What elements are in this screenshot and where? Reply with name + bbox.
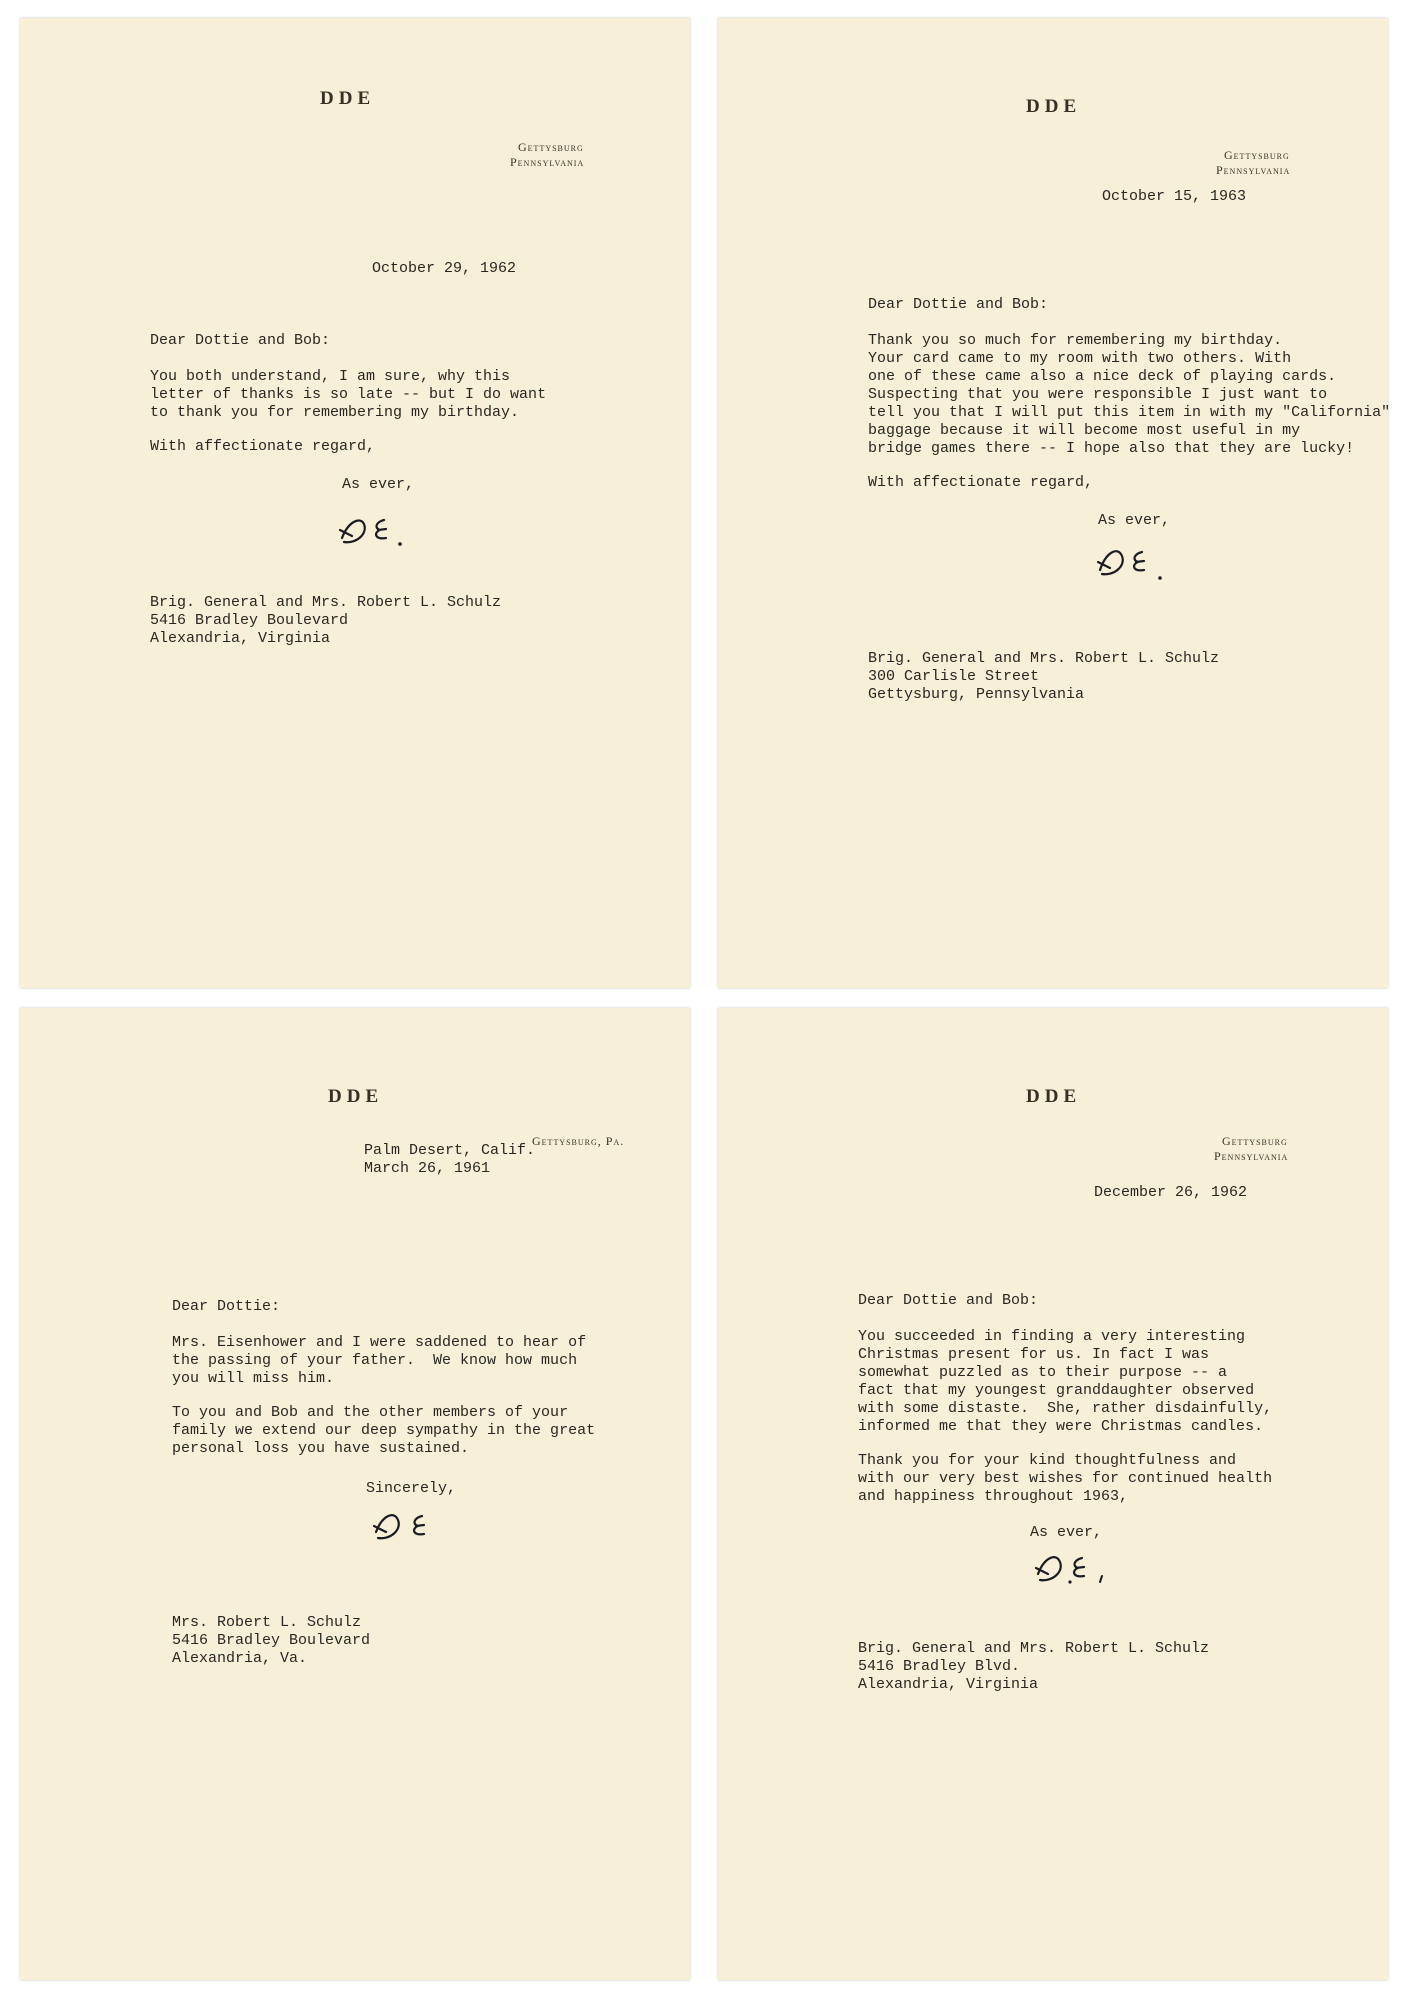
- monogram: DDE: [1026, 1086, 1082, 1107]
- address-line: 5416 Bradley Blvd.: [858, 1658, 1021, 1675]
- address-line: 5416 Bradley Boulevard: [150, 612, 349, 629]
- letter-3: [20, 1008, 690, 1980]
- letterhead-line: Gettysburg: [518, 140, 584, 154]
- letterhead-line: Pennsylvania: [510, 155, 585, 169]
- letter-date: October 15, 1963: [1102, 188, 1247, 205]
- letterhead: [1216, 148, 1290, 178]
- letter-1: [20, 18, 690, 988]
- body-line: Thank you so much for remembering my birthday.: [868, 332, 1283, 349]
- body-line: one of these came also a nice deck of playing cards.: [868, 368, 1337, 385]
- body-line: bridge games there -- I hope also that they are lucky!: [868, 440, 1355, 457]
- body-line: tell you that I will put this item in with my "California": [868, 404, 1391, 421]
- signature-image: [1032, 1542, 1122, 1592]
- salutation: Dear Dottie:: [172, 1298, 281, 1315]
- body-line: Thank you for your kind thoughtfulness and: [858, 1452, 1237, 1469]
- body-line: with our very best wishes for continued health: [858, 1470, 1273, 1487]
- body-line: informed me that they were Christmas candles.: [858, 1418, 1264, 1435]
- address-line: Alexandria, Va.: [172, 1650, 308, 1667]
- address-line: Gettysburg, Pennsylvania: [868, 686, 1085, 703]
- address-line: Alexandria, Virginia: [150, 630, 331, 647]
- body-line: Your card came to my room with two others. With: [868, 350, 1292, 367]
- regard-line: With affectionate regard,: [868, 474, 1094, 491]
- letterhead: [532, 1134, 624, 1149]
- body-line: You succeeded in finding a very interesting: [858, 1328, 1246, 1345]
- signature-image: [1096, 538, 1176, 588]
- regard-line: With affectionate regard,: [150, 438, 376, 455]
- address-line: 5416 Bradley Boulevard: [172, 1632, 371, 1649]
- closing: As ever,: [1030, 1524, 1103, 1541]
- body-line: with some distaste. She, rather disdainfully,: [858, 1400, 1273, 1417]
- letterhead-line: Pennsylvania: [1214, 1149, 1289, 1163]
- body-line: baggage because it will become most useful in my: [868, 422, 1301, 439]
- closing: As ever,: [1098, 512, 1171, 529]
- address-line: Alexandria, Virginia: [858, 1676, 1039, 1693]
- address-line: 300 Carlisle Street: [868, 668, 1040, 685]
- body-line: Suspecting that you were responsible I just want to: [868, 386, 1328, 403]
- letter-date: October 29, 1962: [372, 260, 517, 277]
- address-line: Brig. General and Mrs. Robert L. Schulz: [858, 1640, 1210, 1657]
- letterhead: [1214, 1134, 1288, 1164]
- closing: As ever,: [342, 476, 415, 493]
- body-line: personal loss you have sustained.: [172, 1440, 470, 1457]
- letterhead: [510, 140, 584, 170]
- body-line: somewhat puzzled as to their purpose -- a: [858, 1364, 1228, 1381]
- letter-date: December 26, 1962: [1094, 1184, 1248, 1201]
- monogram: DDE: [328, 1086, 384, 1107]
- body-line: To you and Bob and the other members of your: [172, 1404, 569, 1421]
- letter-date: March 26, 1961: [364, 1160, 491, 1177]
- letterhead-line: Gettysburg: [1224, 148, 1290, 162]
- body-line: you will miss him.: [172, 1370, 335, 1387]
- monogram: DDE: [1026, 96, 1082, 117]
- body-line: family we extend our deep sympathy in the great: [172, 1422, 596, 1439]
- address-line: Mrs. Robert L. Schulz: [172, 1614, 362, 1631]
- letter-4: [718, 1008, 1388, 1980]
- signature-image: [370, 1502, 450, 1552]
- signature-image: [338, 508, 418, 558]
- letterhead-line: Pennsylvania: [1216, 163, 1291, 177]
- body-line: and happiness throughout 1963,: [858, 1488, 1129, 1505]
- salutation: Dear Dottie and Bob:: [858, 1292, 1039, 1309]
- address-line: Brig. General and Mrs. Robert L. Schulz: [150, 594, 502, 611]
- letterhead-line: Gettysburg: [1222, 1134, 1288, 1148]
- letter-2: [718, 18, 1391, 988]
- address-line: Brig. General and Mrs. Robert L. Schulz: [868, 650, 1220, 667]
- body-line: letter of thanks is so late -- but I do want: [150, 386, 547, 403]
- salutation: Dear Dottie and Bob:: [868, 296, 1049, 313]
- body-line: Christmas present for us. In fact I was: [858, 1346, 1210, 1363]
- letterhead-line: Gettysburg, Pa.: [532, 1134, 625, 1148]
- salutation: Dear Dottie and Bob:: [150, 332, 331, 349]
- monogram: DDE: [320, 88, 376, 109]
- closing: Sincerely,: [366, 1480, 457, 1497]
- body-line: fact that my youngest granddaughter observed: [858, 1382, 1255, 1399]
- letter-place: Palm Desert, Calif.: [364, 1142, 536, 1159]
- body-line: to thank you for remembering my birthday.: [150, 404, 520, 421]
- body-line: the passing of your father. We know how much: [172, 1352, 578, 1369]
- body-line: You both understand, I am sure, why this: [150, 368, 511, 385]
- body-line: Mrs. Eisenhower and I were saddened to hear of: [172, 1334, 587, 1351]
